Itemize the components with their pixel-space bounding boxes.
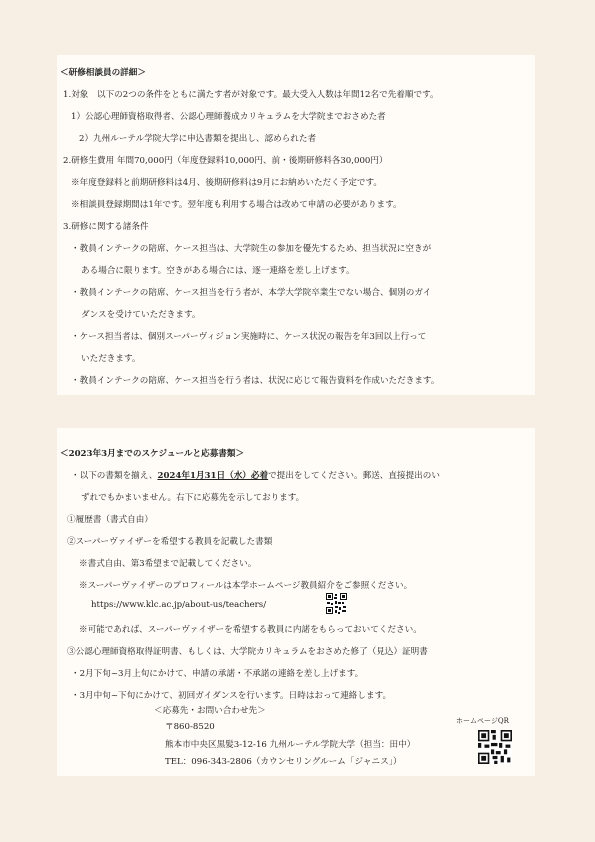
details-line: ・教員インテークの陪席、ケース担当は、大学院生の参加を優先するため、担当状況に空きが: [71, 244, 432, 254]
homepage-qr-icon[interactable]: [478, 730, 512, 764]
homepage-qr-label: ホームページQR: [456, 717, 509, 725]
details-heading: ＜研修相談員の詳細＞: [60, 68, 146, 78]
details-line: 1）公認心理師資格取得者、公認心理師養成カリキュラムを大学院までおさめた者: [71, 112, 386, 122]
schedule-line: ・2月下旬~3月上旬にかけて、申請の承諾・不承諾の連絡を差し上げます。: [71, 669, 364, 679]
deadline: 2024年1月31日（水）必着: [157, 471, 269, 481]
details-line: ・教員インテークの陪席、ケース担当を行う者は、状況に応じて報告資料を作成いただきます。: [71, 376, 440, 386]
schedule-line: ※書式自由、第3希望まで記載してください。: [79, 559, 257, 569]
teachers-url[interactable]: https://www.klc.ac.jp/about-us/teachers/: [91, 600, 267, 610]
details-line: ※年度登録料と前期研修料は4月、後期研修料は9月にお納めいただく予定です。: [71, 178, 383, 188]
schedule-line: ③公認心理師資格取得証明書、もしくは、大学院カリキュラムをおさめた修了（見込）証明書: [67, 647, 428, 657]
details-line: ・教員インテークの陪席、ケース担当を行う者が、本学大学院卒業生でない場合、個別のガイ: [71, 288, 432, 298]
details-line: いただきます。: [81, 354, 141, 364]
schedule-heading: ＜2023年3月までのスケジュールと応募書類＞: [60, 449, 245, 459]
details-line: ある場合に限ります。空きがある場合には、逐一連絡を差し上げます。: [81, 266, 355, 276]
details-line: ※相談員登録期間は1年です。翌年度も利用する場合は改めて申請の必要があります。: [71, 200, 402, 210]
schedule-line: ②スーパーヴァイザーを希望する教員を記載した書類: [67, 537, 273, 547]
schedule-line: ※スーパーヴァイザーのプロフィールは本学ホームページ教員紹介をご参照ください。: [79, 581, 413, 591]
details-line: ダンスを受けていただきます。: [81, 310, 201, 320]
schedule-line: ずれでもかまいません。右下に応募先を示しております。: [81, 493, 305, 503]
details-line: 2）九州ルーテル学院大学に申込書類を提出し、認められた者: [79, 134, 317, 144]
teachers-qr-icon[interactable]: [326, 593, 347, 614]
details-line: 2.研修生費用 年間70,000円（年度登録料10,000円、前・後期研修料各30,000円）: [63, 156, 388, 166]
details-line: ・ケース担当者は、個別スーパーヴィジョン実施時に、ケース状況の報告を年3回以上行って: [71, 332, 427, 342]
intro-pre: ・以下の書類を揃え、: [71, 471, 158, 481]
schedule-line: ・3月中旬~下旬にかけて、初回ガイダンスを行います。日時はおって連絡します。: [71, 691, 392, 701]
schedule-line: ※可能であれば、スーパーヴァイザーを希望する教員に内諾をもらっておいてください。: [79, 625, 422, 635]
details-line: 1.対象 以下の2つの条件をともに満たす者が対象です。最大受入人数は年間12名で先着順です。: [63, 90, 439, 100]
contact-postal: 〒860-8520: [165, 722, 215, 732]
contact-address: 熊本市中央区黒髪3-12-16 九州ルーテル学院大学（担当：田中）: [165, 740, 416, 750]
intro-post: で提出をしてください。郵送、直接提出のい: [268, 471, 440, 481]
details-line: 3.研修に関する諸条件: [63, 222, 149, 232]
schedule-line: ①履歴書（書式自由）: [67, 515, 153, 525]
schedule-intro: [71, 470, 440, 482]
contact-heading: ＜応募先・お問い合わせ先＞: [154, 706, 266, 716]
contact-tel: TEL：096-343-2806（カウンセリングルーム「ジャニス」）: [165, 757, 402, 767]
